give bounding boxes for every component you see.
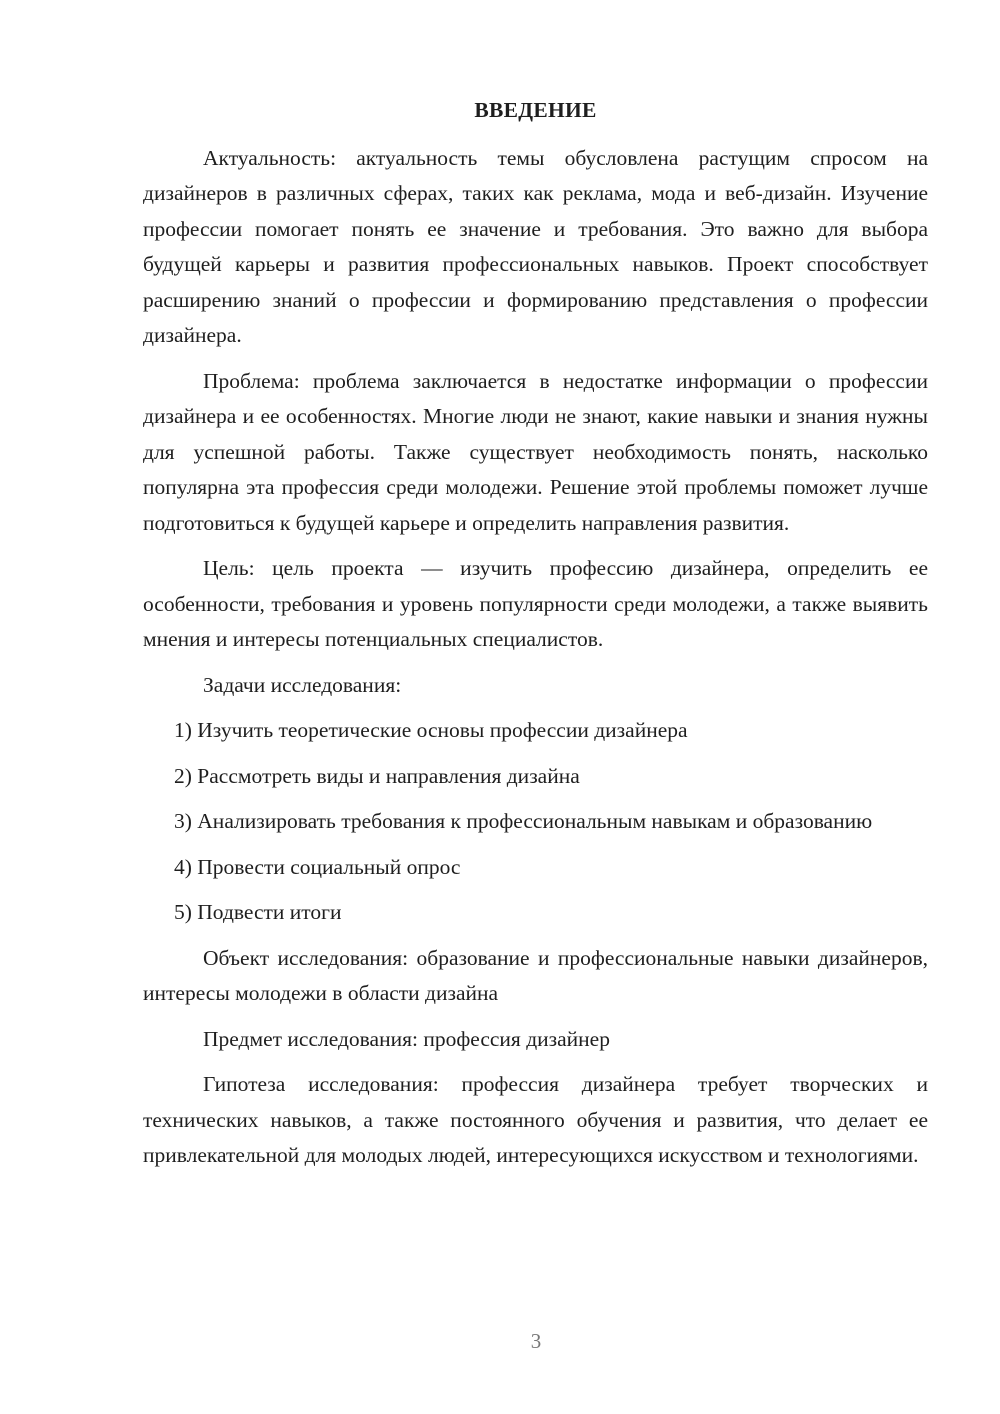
list-item: 3) Анализировать требования к профессиональным навыкам и образованию xyxy=(174,809,873,833)
relevance-paragraph: Актуальность: актуальность темы обусловлена растущим спросом на дизайнеров в различных сферах, таких как реклама, мода и веб-дизайн. Изучение профессии помогает понять ее значение и требования. Это важно для выбора будущей карьеры и развития профессиональных навыков. Проект способствует расширению знаний о профессии и формированию представления о профессии дизайнера. xyxy=(143,145,928,347)
tasks-heading: Задачи исследования: xyxy=(203,672,402,697)
page-title: ВВЕДЕНИЕ xyxy=(474,98,597,122)
goal-paragraph: Цель: цель проекта — изучить профессию дизайнера, определить ее особенности, требования и уровень популярности среди молодежи, а также выявить мнения и интересы потенциальных специалистов. xyxy=(143,556,928,651)
list-item: 4) Провести социальный опрос xyxy=(174,854,461,879)
problem-paragraph: Проблема: проблема заключается в недостатке информации о профессии дизайнера и ее особенностях. Многие люди не знают, какие навыки и знания нужны для успешной работы. Также существует необходимость понять, насколько популярна эта профессия среди молодежи. Решение этой проблемы поможет лучше подготовиться к будущей карьере и определить направления развития. xyxy=(143,368,928,535)
page-number: 3 xyxy=(530,1329,542,1353)
hypothesis-paragraph: Гипотеза исследования: профессия дизайнера требует творческих и технических навыков, а также постоянного обучения и развития, что делает ее привлекательной для молодых людей, интересующихся искусством и технологиями. xyxy=(143,1072,928,1167)
list-item: 2) Рассмотреть виды и направления дизайна xyxy=(174,763,580,788)
object-paragraph: Объект исследования: образование и профессиональные навыки дизайнеров, интересы молодежи в области дизайна xyxy=(143,945,928,1005)
list-item: 5) Подвести итоги xyxy=(174,900,342,924)
document-page xyxy=(143,93,928,1184)
list-item: 1) Изучить теоретические основы профессии дизайнера xyxy=(174,718,688,742)
subject-paragraph: Предмет исследования: профессия дизайнер xyxy=(203,1026,610,1051)
tasks-list xyxy=(143,713,928,931)
